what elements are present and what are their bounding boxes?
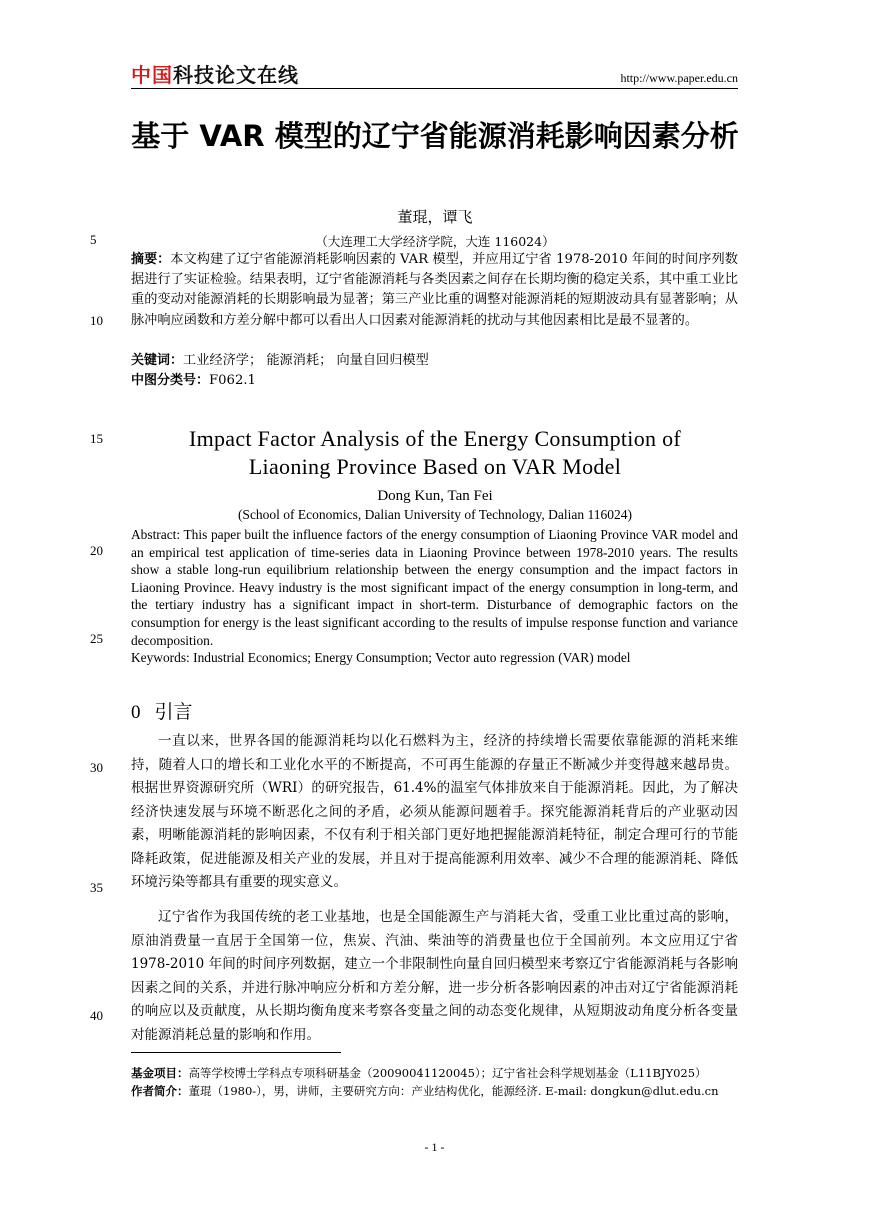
title-en-line-2: Liaoning Province Based on VAR Model [248,454,622,479]
line-number: 20 [90,543,103,558]
author-bio-label: 作者简介： [131,1084,189,1098]
keywords-cn-label: 关键词： [131,353,184,368]
keywords-chinese [131,351,738,371]
logo-black-text: 科技论文在线 [173,63,299,87]
line-number: 40 [90,1008,103,1023]
authors-chinese: 董琨，谭飞 [397,208,473,226]
title-english [120,425,750,481]
section-heading [131,697,193,724]
logo-red-text: 中国 [131,63,173,87]
line-number: 5 [90,232,97,247]
keywords-en-text: Industrial Economics; Energy Consumption; Vector auto regression (VAR) model [193,650,631,666]
section-number: 0 [131,702,141,723]
paragraph: 辽宁省作为我国传统的老工业基地，也是全国能源生产与消耗大省，受重工业比重过高的影响，原油消费量一直居于全国第一位，焦炭、汽油、柴油等的消费量也位于全国前列。本文应用辽宁省 1978-2010 年间的时间序列数据，建立一个非限制性向量自回归模型来考察辽宁省能源消耗与各影响因素之间的关系，并进行脉冲响应分析和方差分解，进一步分析各影响因素的冲击对辽宁省能源消耗的响应以及贡献度，从长期均衡角度来考察各变量之间的动态变化规律，从短期波动角度分析各变量对能源消耗总量的影响和作用。 [131,909,738,1043]
paragraph: 一直以来，世界各国的能源消耗均以化石燃料为主，经济的持续增长需要依靠能源的消耗来维持，随着人口的增长和工业化水平的不断提高，不可再生能源的存量正不断减少并变得越来越昂贵。根据世界资源研究所（WRI）的研究报告，61.4%的温室气体排放来自于能源消耗。因此，为了解决经济快速发展与环境不断恶化之间的矛盾，必须从能源问题着手。探究能源消耗背后的产业驱动因素，明晰能源消耗的影响因素，不仅有利于相关部门更好地把握能源消耗特征，制定合理可行的节能降耗政策，促进能源及相关产业的发展，并且对于提高能源利用效率、减少不合理的能源消耗、降低环境污染等都具有重要的现实意义。 [131,733,738,890]
affiliation-english: (School of Economics, Dalian University of Technology, Dalian 116024) [237,507,633,522]
abstract-english [131,526,738,667]
keywords-en-label: Keywords: [131,650,190,666]
journal-logo [131,64,299,86]
fund-label: 基金项目： [131,1066,189,1080]
affiliation-chinese: （大连理工大学经济学院，大连 116024） [315,234,555,249]
line-number: 10 [90,313,103,328]
title-chinese: 基于 VAR 模型的辽宁省能源消耗影响因素分析 [131,119,739,153]
line-number: 25 [90,631,103,646]
author-bio-text: 董琨（1980-），男，讲师，主要研究方向：产业结构优化，能源经济. E-mail: dongkun@dlut.edu.cn [188,1084,719,1098]
keywords-cn-text: 工业经济学； 能源消耗； 向量自回归模型 [183,353,429,368]
line-number: 30 [90,760,103,775]
fund-text: 高等学校博士学科点专项科研基金（20090041120045）；辽宁省社会科学规划基金（L11BJY025） [188,1066,707,1080]
clc-text: F062.1 [209,373,256,388]
title-en-line-1: Impact Factor Analysis of the Energy Consumption of [188,426,682,451]
line-number: 15 [90,431,103,446]
keywords-english [131,649,738,667]
header-url[interactable]: http://www.paper.edu.cn [620,71,738,85]
abstract-chinese [131,250,738,331]
line-number: 35 [90,880,103,895]
abstract-cn-label: 摘要： [131,252,171,267]
footnote-fund [131,1065,751,1081]
page-header [131,64,738,89]
clc-label: 中图分类号： [131,373,210,388]
abstract-en-text: This paper built the influence factors of the energy consumption of Liaoning Province VAR model and an empirical test application of time-series data in Liaoning Province between 1978-2010 years. The results show a stable long-run equilibrium relationship between the energy consumption and the impact factors in Liaoning Province. Heavy industry is the most significant impact of the energy consumption in long-term, and the tertiary industry has a significant impact in short-term. Disturbance of demographic factors on the consumption for energy is the least significant according to the results of impulse response function and variance decomposition. [131,527,738,648]
abstract-en-label: Abstract: [131,527,181,542]
classification-number [131,371,738,391]
abstract-cn-text: 本文构建了辽宁省能源消耗影响因素的 VAR 模型，并应用辽宁省 1978-2010 年间的时间序列数据进行了实证检验。结果表明，辽宁省能源消耗与各类因素之间存在长期均衡的稳定关系，其中重工业比重的变动对能源消耗的长期影响最为显著；第三产业比重的调整对能源消耗的短期波动具有显著影响；从脉冲响应函数和方差分解中都可以看出人口因素对能源消耗的扰动与其他因素相比是最不显著的。 [131,252,738,328]
footnote-author [131,1083,751,1099]
authors-english: Dong Kun, Tan Fei [377,488,493,504]
page-number: - 1 - [424,1140,445,1154]
footnote-rule [131,1052,341,1053]
section-title: 引言 [154,701,193,723]
